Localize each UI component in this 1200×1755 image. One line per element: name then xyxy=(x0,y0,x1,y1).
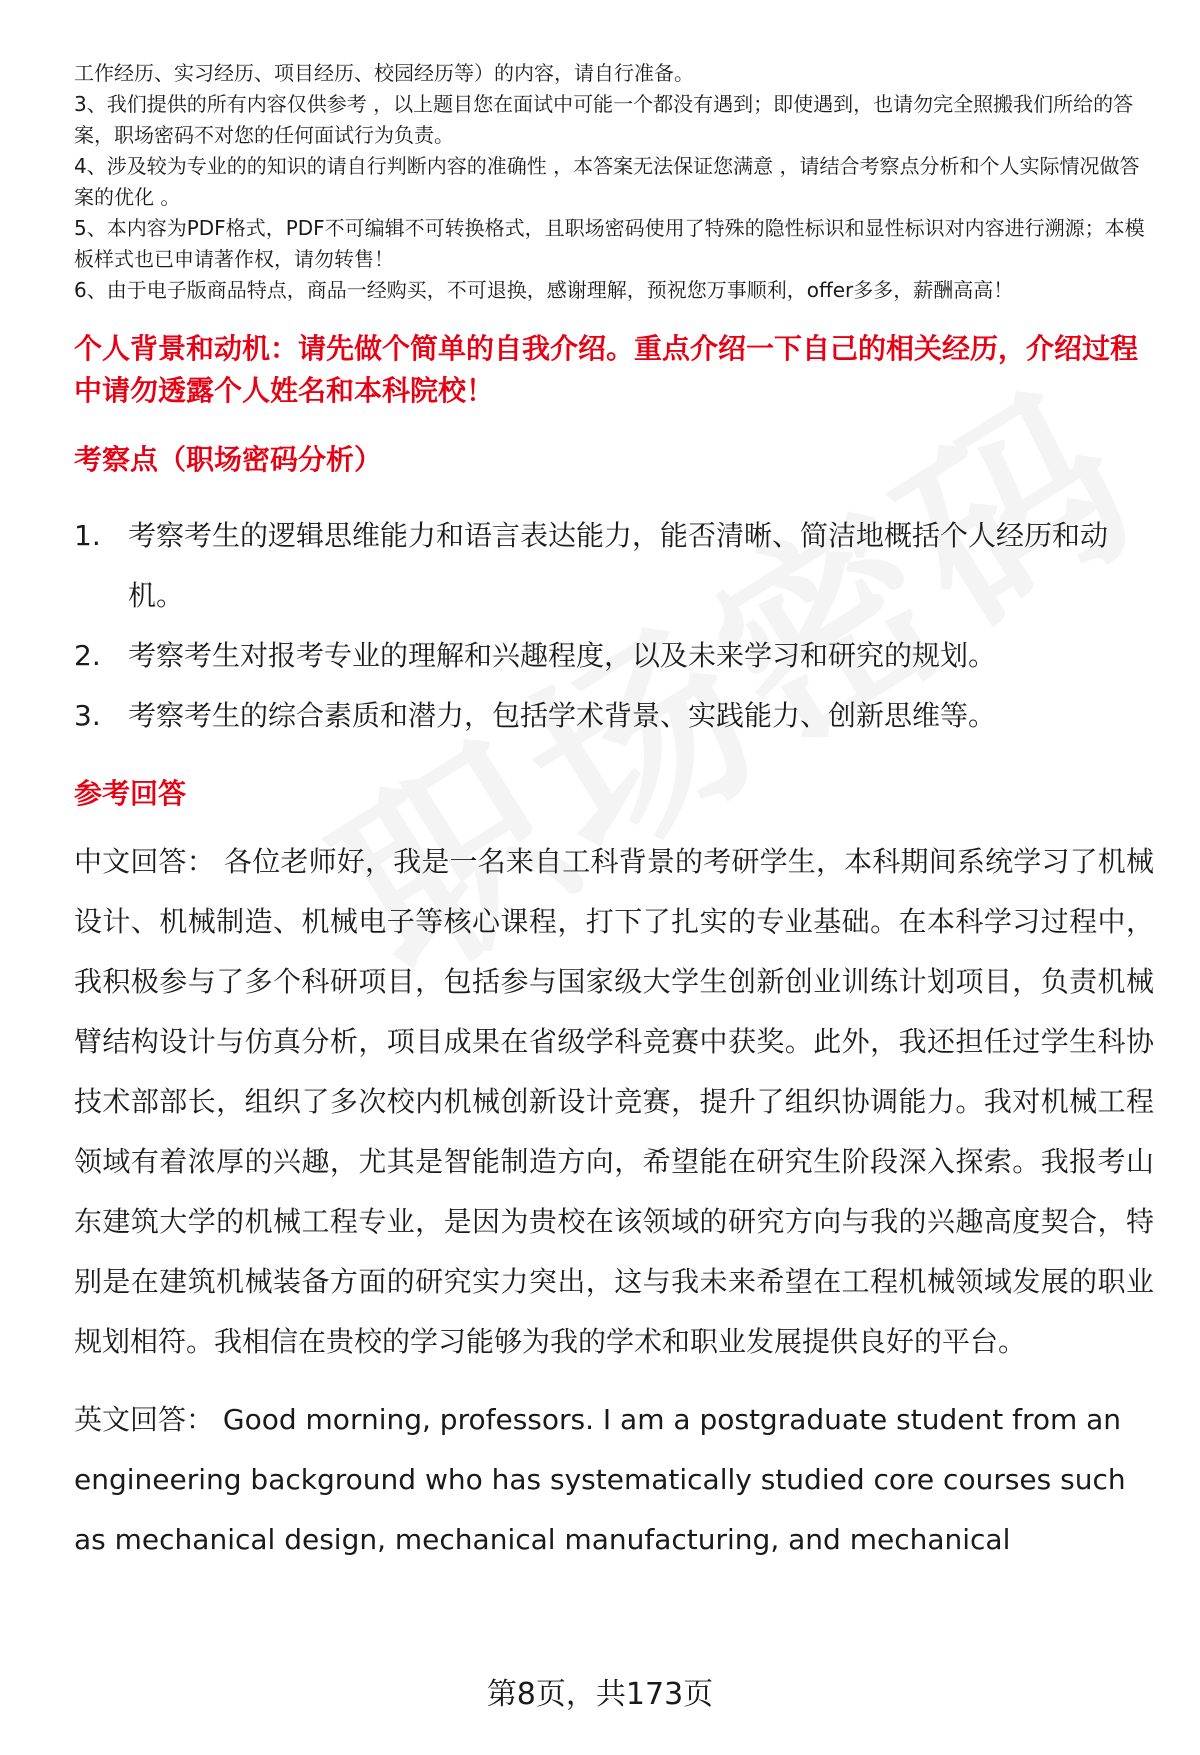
points-heading: 考察点（职场密码分析） xyxy=(74,443,383,476)
list-number: 3. xyxy=(74,699,101,732)
notice-list xyxy=(74,58,1154,306)
interview-question: 个人背景和动机：请先做个简单的自我介绍。重点介绍一下自己的相关经历，介绍过程中请勿透露个人姓名和本科院校！ xyxy=(74,332,1139,407)
list-number: 2. xyxy=(74,639,101,672)
notice-item: 工作经历、实习经历、项目经历、校园经历等）的内容，请自行准备。 xyxy=(74,61,694,85)
list-item xyxy=(74,506,1154,626)
list-item xyxy=(74,626,1154,686)
list-item-text: 考察考生的综合素质和潜力，包括学术背景、实践能力、创新思维等。 xyxy=(128,699,997,732)
notice-item: 4、涉及较为专业的的知识的请自行判断内容的准确性 ，本答案无法保证您满意 ，请结合考察点分析和个人实际情况做答案的优化 。 xyxy=(74,154,1140,209)
notice-item: 5、本内容为PDF格式，PDF不可编辑不可转换格式，且职场密码使用了特殊的隐性标识和显性标识对内容进行溯源；本模板样式也已申请著作权，请勿转售！ xyxy=(74,216,1145,271)
list-number: 1. xyxy=(74,519,101,552)
notice-item: 3、我们提供的所有内容仅供参考 ，以上题目您在面试中可能一个都没有遇到；即使遇到，也请勿完全照搬我们所给的答案，职场密码不对您的任何面试行为负责。 xyxy=(74,92,1134,147)
page-content xyxy=(74,58,1154,1570)
list-item xyxy=(74,686,1154,746)
page-number: 第8页，共173页 xyxy=(486,1677,714,1712)
list-item-text: 考察考生对报考专业的理解和兴趣程度，以及未来学习和研究的规划。 xyxy=(128,639,997,672)
answer-chinese: 中文回答： 各位老师好，我是一名来自工科背景的考研学生，本科期间系统学习了机械设计、机械制造、机械电子等核心课程，打下了扎实的专业基础。在本科学习过程中，我积极参与了多个科研项目，包括参与国家级大学生创新创业训练计划项目，负责机械臂结构设计与仿真分析，项目成果在省级学科竞赛中获奖。此外，我还担任过学生科协技术部部长，组织了多次校内机械创新设计竞赛，提升了组织协调能力。我对机械工程领域有着浓厚的兴趣，尤其是智能制造方向，希望能在研究生阶段深入探索。我报考山东建筑大学的机械工程专业，是因为贵校在该领域的研究方向与我的兴趣高度契合，特别是在建筑机械装备方面的研究实力突出，这与我未来希望在工程机械领域发展的职业规划相符。我相信在贵校的学习能够为我的学术和职业发展提供良好的平台。 xyxy=(74,845,1154,1358)
answer-english: 英文回答： Good morning, professors. I am a postgraduate student from an engineering background who has systematically studied core courses such as mechanical design, mechanical manufacturing, and mechanical xyxy=(74,1403,1126,1556)
notice-item: 6、由于电子版商品特点，商品一经购买，不可退换，感谢理解，预祝您万事顺利，offer多多，薪酬高高！ xyxy=(74,278,1014,302)
answer-heading: 参考回答 xyxy=(74,777,187,810)
list-item-text: 考察考生的逻辑思维能力和语言表达能力，能否清晰、简洁地概括个人经历和动机。 xyxy=(128,519,1109,612)
assessment-points-list xyxy=(74,506,1154,746)
